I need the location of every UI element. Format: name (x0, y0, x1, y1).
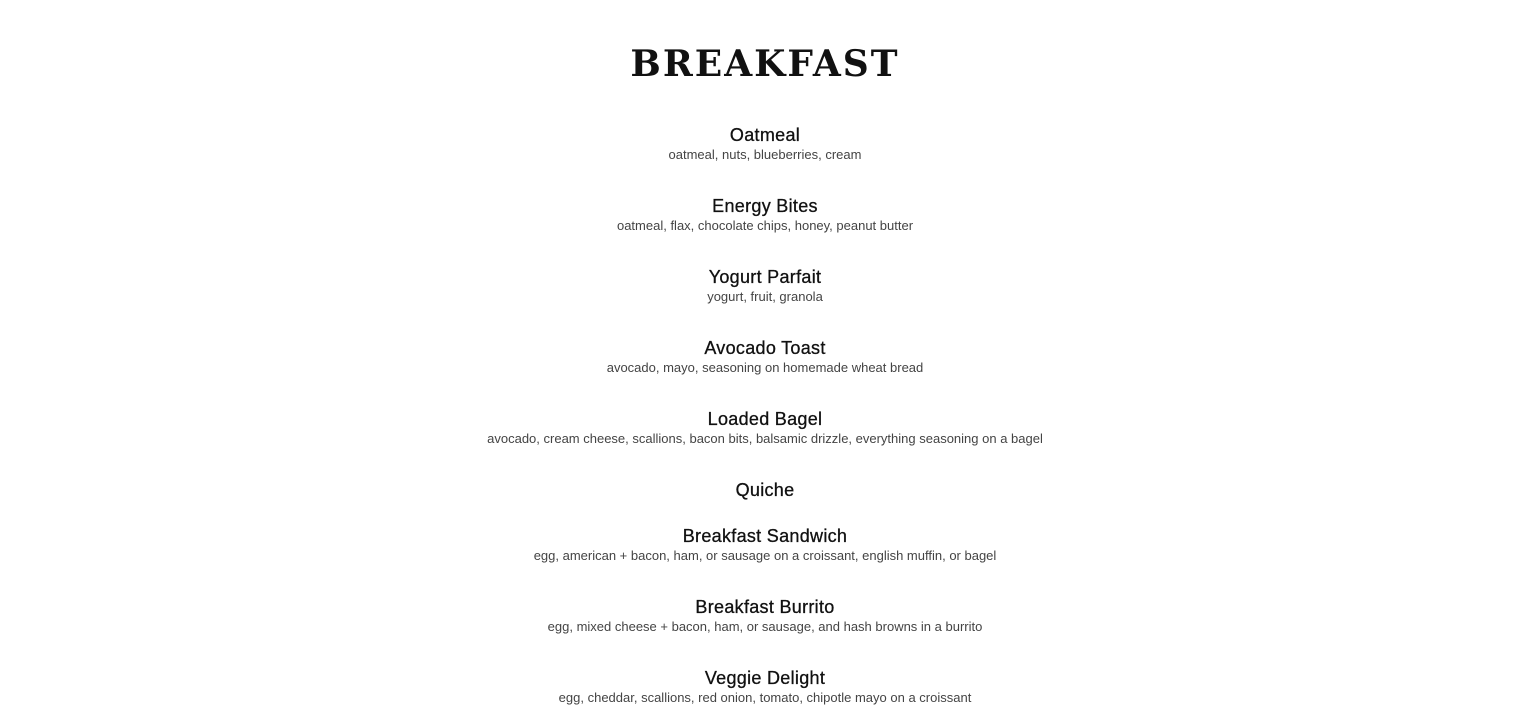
menu-item-description: egg, american + bacon, ham, or sausage on a croissant, english muffin, or bagel (533, 548, 997, 563)
menu-item-name: Breakfast Burrito (695, 597, 835, 617)
menu-item-description: oatmeal, flax, chocolate chips, honey, peanut butter (616, 218, 914, 233)
menu-item-name: Breakfast Sandwich (682, 526, 848, 546)
menu-item-energy-bites (0, 195, 1530, 235)
menu-item-name: Energy Bites (712, 196, 818, 216)
menu-item-name: Loaded Bagel (707, 409, 823, 429)
menu-item-quiche (0, 479, 1530, 501)
menu-item-name: Oatmeal (729, 125, 801, 145)
section-title: BREAKFAST (630, 43, 900, 85)
menu-item-name: Avocado Toast (704, 338, 826, 358)
menu-item-description: avocado, mayo, seasoning on homemade wheat bread (606, 360, 924, 375)
menu-item-description: egg, cheddar, scallions, red onion, tomato, chipotle mayo on a croissant (558, 690, 972, 705)
menu-item-description: avocado, cream cheese, scallions, bacon bits, balsamic drizzle, everything seasoning on a bagel (487, 431, 1043, 446)
menu-item-oatmeal (0, 124, 1530, 164)
menu-item-description: egg, mixed cheese + bacon, ham, or sausage, and hash browns in a burrito (547, 619, 983, 634)
menu-item-breakfast-burrito (0, 596, 1530, 636)
menu-item-name: Veggie Delight (704, 668, 826, 688)
menu-item-avocado-toast (0, 337, 1530, 377)
menu-item-breakfast-sandwich (0, 525, 1530, 565)
menu-item-description: oatmeal, nuts, blueberries, cream (668, 147, 862, 162)
menu-item-loaded-bagel (0, 408, 1530, 448)
menu-item-veggie-delight (0, 667, 1530, 707)
menu-item-name: Quiche (735, 480, 795, 500)
menu-item-yogurt-parfait (0, 266, 1530, 306)
menu-item-name: Yogurt Parfait (708, 267, 822, 287)
menu-item-description: yogurt, fruit, granola (707, 289, 823, 304)
